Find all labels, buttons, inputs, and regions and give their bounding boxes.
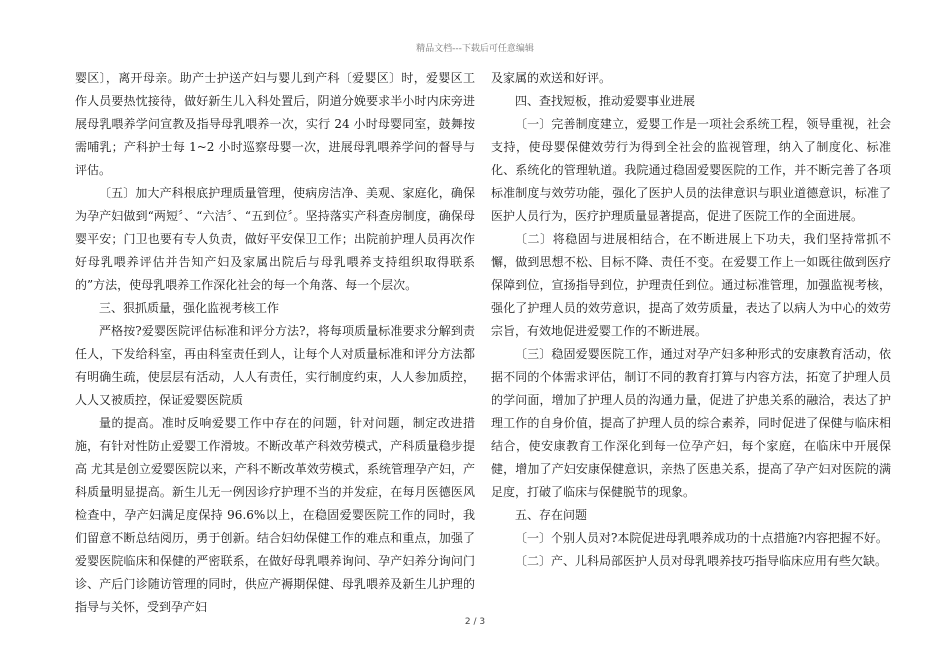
paragraph: 量的提高。准时反响爱婴工作中存在的问题，针对问题，制定改进措施，有针对性防止爱婴工作滑坡。不断改革产科效劳模式，产科质量稳步提高 尤其是创立爱婴医院以来，产科不断改革效劳模式，系统管理孕产妇，产科质量明显提高。新生儿无一例因诊疗护理不当的并发症，在每月医德医风检查中，孕产妇满足度保持 96.6%以上，在稳固爱婴医院工作的同时，我们留意不断总结阅历，勇于创新。结合妇幼保健工作的难点和重点，加强了爱婴医院临床和保健的严密联系，在做好母乳喂养询问、孕产妇养分询问门诊、产后门诊随访管理的同时，供应产褥期保健、母乳喂养及新生儿护理的指导与关怀，受到孕产妇	[75, 416, 475, 614]
section-heading: 五、存在问题	[515, 508, 588, 522]
paragraph: 严格按?爱婴医院评估标准和评分方法?，将每项质量标准要求分解到责任人，下发给科室，再由科室责任到人，让每个人对质量标准和评分方法都有明确生疏，使层层有活动，人人有责任，实行制度约束，人人参加质控，人人又被质控，保证爱婴医院质	[75, 324, 475, 407]
paragraph: 〔二〕产、儿科局部医护人员对母乳喂养技巧指导临床应用有些欠缺。	[515, 554, 888, 568]
paragraph: 〔三〕稳固爱婴医院工作，通过对孕产妇多种形式的安康教育活动，依据不同的个体需求评估，制订不同的教育打算与内容方法，拓宽了护理人员的学问面，增加了护理人员的沟通力量，促进了护患关系的融洽，表达了护理工作的自身价值，提高了护理人员的综合素养，同时促进了保健与临床相结合，使安康教育工作深化到每一位孕产妇，每个家庭，在临床中开展保健，增加了产妇安康保健意识，亲热了医患关系，提高了孕产妇对医院的满足度，打破了临床与保健脱节的现象。	[491, 347, 891, 499]
paragraph: 婴区〕，离开母亲。助产士护送产妇与婴儿到产科〔爱婴区〕时，爱婴区工作人员要热忱接待，做好新生儿入科处置后，阴道分娩要求半小时内床旁进展母乳喂养学问宣教及指导母乳喂养一次，实行 24 小时母婴同室，鼓舞按需哺乳；产科护士每 1~2 小时巡察母婴一次，进展母乳喂养学问的督导与评估。	[75, 71, 475, 177]
right-column	[491, 67, 891, 573]
paragraph: 〔一〕个别人员对?本院促进母乳喂养成功的十点措施?内容把握不好。	[515, 531, 888, 545]
paragraph: 〔二〕将稳固与进展相结合，在不断进展上下功夫，我们坚持常抓不懈，做到思想不松、目标不降、责任不变。在爱婴工作上一如既往做到医疗保障到位，宣扬指导到位，护理责任到位。通过标准管理，加强监视考核，强化了护理人员的效劳意识，提高了效劳质量，表达了以病人为中心的效劳宗旨，有效地促进爱婴工作的不断进展。	[491, 232, 891, 338]
section-heading: 三、狠抓质量，强化监视考核工作	[99, 301, 280, 315]
page-number: 2 / 3	[464, 617, 486, 627]
left-column	[75, 67, 475, 619]
paragraph: 〔五〕加大产科根底护理质量管理，使病房洁净、美观、家庭化，确保为孕产妇做到“两短〞、“六洁〞、“五到位〞。坚持落实产科查房制度，确保母婴平安；门卫也要有专人负责，做好平安保卫工作；出院前护理人员再次作好母乳喂养评估并告知产妇及家属出院后与母乳喂养支持组织取得联系的”方法，使母乳喂养工作深化社会的每一个角落、每一个层次。	[75, 186, 475, 292]
page-header: 精品文档---下载后可任意编辑	[416, 44, 534, 54]
section-heading: 四、查找短板，推动爱婴事业进展	[515, 94, 696, 108]
paragraph: 〔一〕完善制度建立，爱婴工作是一项社会系统工程，领导重视，社会支持，使母婴保健效劳行为得到全社会的监视管理，纳入了制度化、标准化、系统化的管理轨道。我院通过稳固爱婴医院的工作，并不断完善了各项标准制度与效劳功能，强化了医护人员的法律意识与职业道德意识，标准了医护人员行为，医疗护理质量显著提高，促进了医院工作的全面进展。	[491, 117, 891, 223]
paragraph: 及家属的欢送和好评。	[491, 71, 612, 85]
